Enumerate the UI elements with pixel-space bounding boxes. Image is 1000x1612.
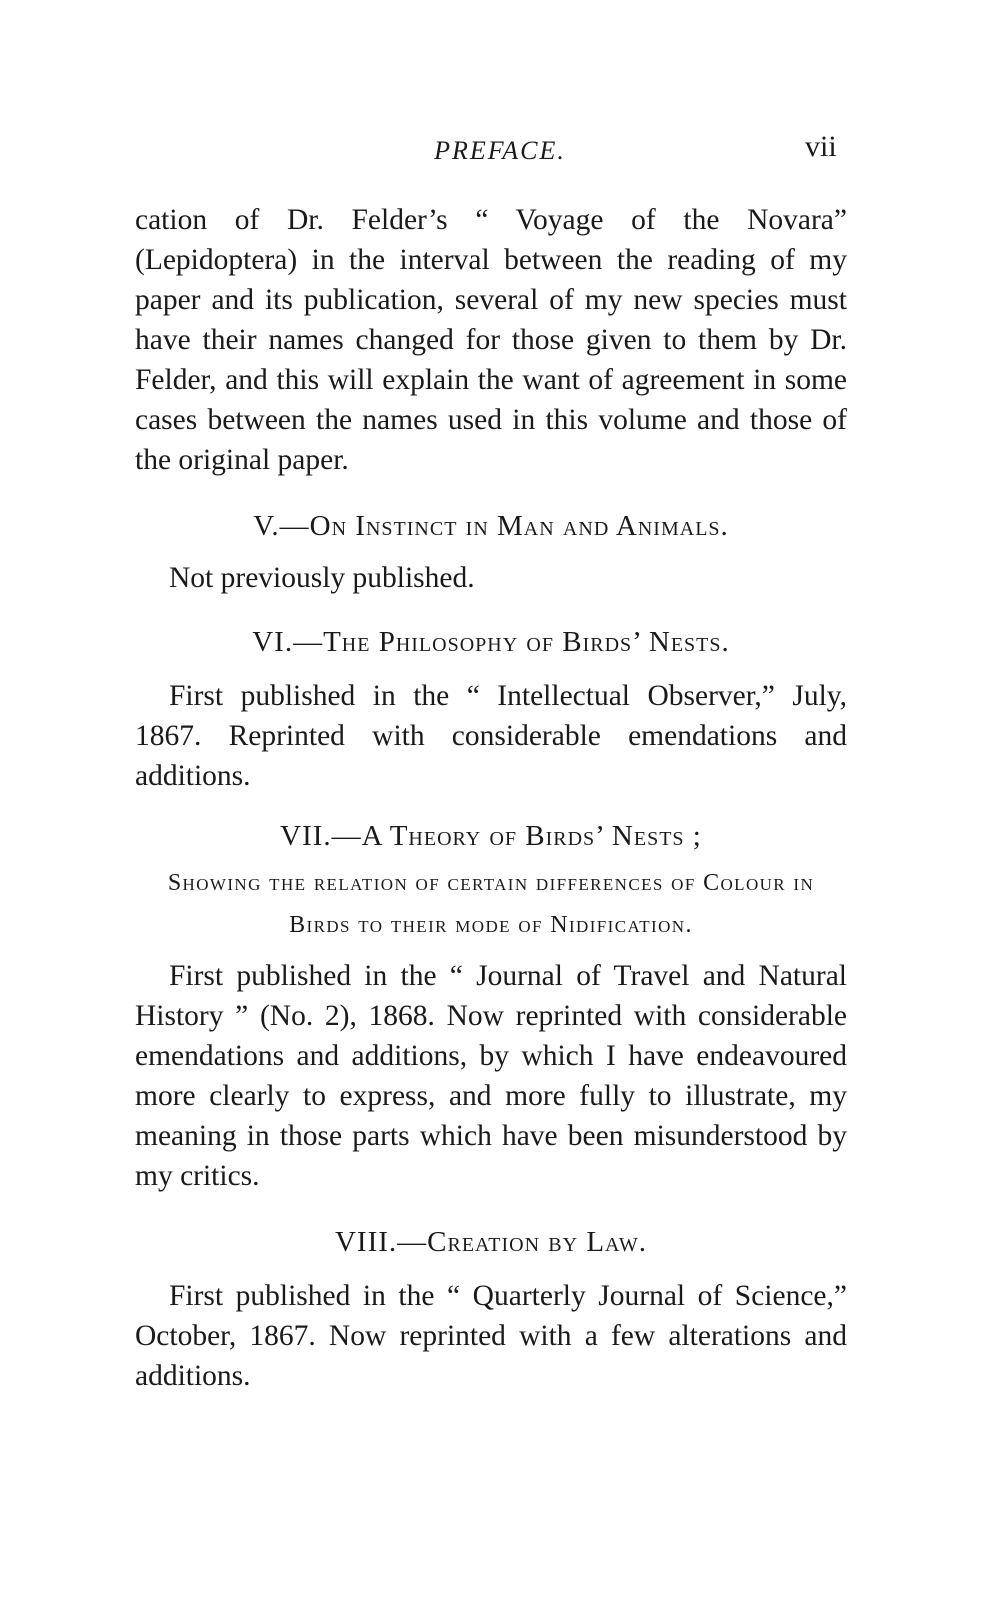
section-vii-heading: VII.—A Theory of Birds’ Nests ; — [280, 820, 702, 852]
section-vi-heading: VI.—The Philosophy of Birds’ Nests. — [252, 626, 730, 658]
page-number: vii — [805, 130, 837, 163]
section-vi-body: First published in the “ Intellectual Observer,” July, 1867. Reprinted with considerable emendations and additions. — [135, 680, 847, 792]
section-v-body: Not previously published. — [169, 562, 475, 594]
running-title: PREFACE. — [434, 136, 566, 165]
section-vii-body: First published in the “ Journal of Travel and Natural History ” (No. 2), 1868. Now reprinted with considerable emendations and additions, by which I have endeavoured more clearly to express, and more fully to illustrate, my meaning in those parts which have been misunderstood by my critics. — [135, 960, 847, 1192]
section-vii-subheading: Showing the relation of certain differences of Colour in Birds to their mode of Nidification. — [167, 870, 815, 938]
intro-paragraph: cation of Dr. Felder’s “ Voyage of the Novara” (Lepidoptera) in the interval between the reading of my paper and its publication, several of my new species must have their names changed for those given to them by Dr. Felder, and this will explain the want of agreement in some cases between the names used in this volume and those of the original paper. — [135, 204, 847, 476]
section-viii-body: First published in the “ Quarterly Journal of Science,” October, 1867. Now reprinted with a few alterations and additions. — [135, 1280, 847, 1392]
section-v-heading: V.—On Instinct in Man and Animals. — [253, 510, 729, 542]
section-viii-heading: VIII.—Creation by Law. — [334, 1226, 648, 1258]
